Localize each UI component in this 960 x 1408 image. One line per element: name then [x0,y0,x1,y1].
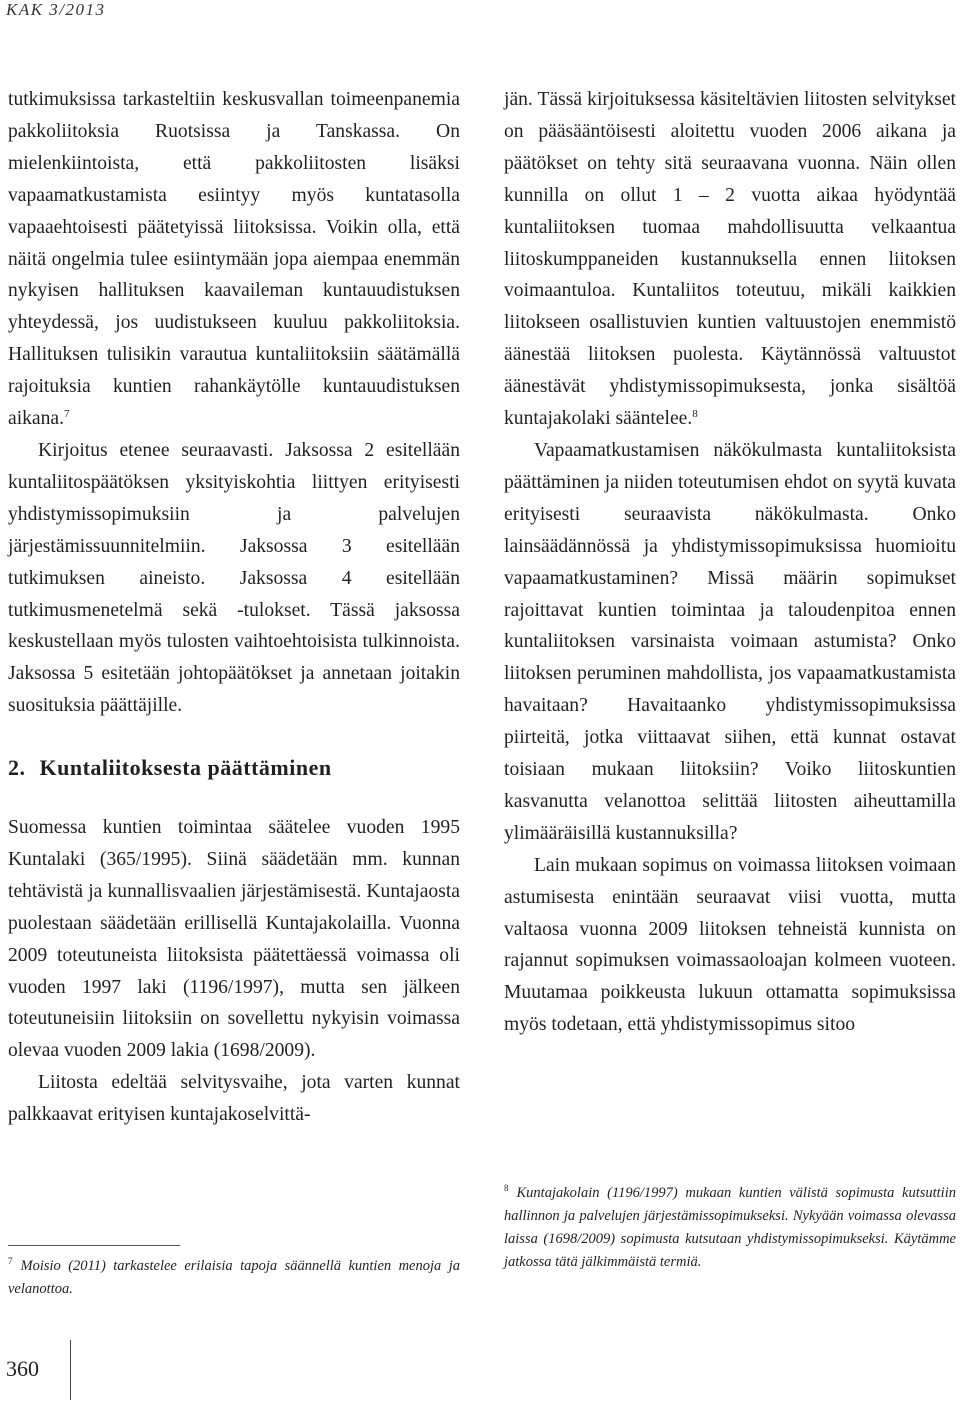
left-column [8,84,460,1131]
footnote-reference: 7 [64,408,70,421]
footnote-number: 7 [8,1256,13,1266]
section-number: 2. [8,755,26,781]
body-paragraph: Kirjoitus etenee seuraavasti. Jaksossa 2 esitellään kuntaliitospäätöksen yksityiskohtia liittyen erityisesti yhdistymissopimuksiin ja palvelujen järjestämissuunnitelmiin. Jaksossa 3 esitellään tutkimuksen aineisto. Jaksossa 4 esitellään tutkimusmenetelmä sekä -tulokset. Tässä jaksossa keskustellaan myös tulosten vaihtoehtoisista tulkinnoista. Jaksossa 5 esitetään johtopäätökset ja annetaan joitakin suosituksia päättäjille. [8,439,460,717]
body-paragraph: Lain mukaan sopimus on voimassa liitoksen voimaan astumisesta enintään seuraavat viisi vuotta, mutta valtaosa vuonna 2009 liitoksen tehneistä kunnista on rajannut sopimuksen voimassaoloajan kolmeen vuoteen. Muutamaa poikkeusta lukuun ottamatta sopimuksissa myös todetaan, että yhdistymissopimus sitoo [504,854,956,1036]
footnote-8 [504,1182,956,1274]
footnote-text: Moisio (2011) tarkastelee erilaisia tapoja säännellä kuntien menoja ja velanottoa. [8,1258,460,1297]
body-paragraph: Vapaamatkustamisen näkökulmasta kuntaliitoksista päättäminen ja niiden toteutumisen ehdot on syytä kuvata erityisesti seuraavista näkökulmasta. Onko lainsäädännössä ja yhdistymissopimuksissa huomioitu vapaamatkustaminen? Missä määrin sopimukset rajoittavat kuntien toimintaa ja taloudenpitoa ennen kuntaliitoksen varsinaista voimaan astumista? Onko liitoksen peruminen mahdollista, jos vapaamatkustamista havaitaan? Havaitaanko yhdistymissopimuksissa piirteitä, jotka viittaavat siihen, että kunnat ostavat toisiaan mukaan liitoksiin? Voiko liitoskuntien kasvanutta velanottoa selittää liitosten aiheuttamilla ylimääräisillä kustannuksilla? [504,439,956,844]
footnote-7 [8,1255,460,1301]
journal-header: KAK 3/2013 [6,0,106,19]
footnote-number: 8 [504,1183,509,1193]
page-number-divider [70,1340,71,1400]
footnote-divider [8,1245,180,1246]
right-column [504,84,956,1041]
body-paragraph: Suomessa kuntien toimintaa säätelee vuoden 1995 Kuntalaki (365/1995). Siinä säädetään mm. kunnan tehtävistä ja kunnallisvaalien järjestämisestä. Kuntajaosta puolestaan säädetään erillisellä Kuntajakolailla. Vuonna 2009 toteutuneista liitoksista päätettäessä voimassa oli vuoden 1997 laki (1196/1997), mutta sen jälkeen toteutuneisiin liitoksiin on sovellettu nykyisin voimassa olevaa vuoden 2009 lakia (1698/2009). [8,817,460,1062]
body-paragraph: Liitosta edeltää selvitysvaihe, jota varten kunnat palkkaavat erityisen kuntajakoselvittä- [8,1072,460,1126]
footnote-reference: 8 [692,408,698,421]
page-number: 360 [6,1356,39,1381]
section-title: Kuntaliitoksesta päättäminen [39,755,332,781]
body-paragraph: tutkimuksissa tarkasteltiin keskusvallan toimeenpanemia pakkoliitoksia Ruotsissa ja Tanskassa. On mielenkiintoista, että pakkoliitosten lisäksi vapaamatkustamista esiintyy myös kuntatasolla vapaaehtoisesti päätetyissä liitoksissa. Voikin olla, että näitä ongelmia tulee esiintymään jopa aiempaa enemmän nykyisen hallituksen kaavaileman kuntauudistuksen yhteydessä, jos uudistukseen kuuluu pakkoliitoksia. Hallituksen tulisikin varautua kuntaliitoksiin säätämällä rajoituksia kuntien rahankäytölle kuntauudistuksen aikana.$^7$ [8,89,460,430]
section-heading [8,752,460,784]
body-paragraph: jän. Tässä kirjoituksessa käsiteltävien liitosten selvitykset on pääsääntöisesti aloitettu vuoden 2006 aikana ja päätökset on tehty sitä seuraavana vuonna. Näin ollen kunnilla on ollut 1 – 2 vuotta aikaa hyödyntää kuntaliitoksen tuomaa mahdollisuutta velkaantua liitoskumppaneiden kustannuksella ennen liitoksen voimaantuloa. Kuntaliitos toteutuu, mikäli kaikkien liitokseen osallistuvien kuntien valtuustojen enemmistö äänestää liitoksen puolesta. Käytännössä valtuustot äänestävät yhdistymissopimuksesta, jonka sisältöä kuntajakolaki sääntelee.$^8$ [504,89,956,430]
footnote-text: Kuntajakolain (1196/1997) mukaan kuntien välistä sopimusta kutsuttiin hallinnon ja palvelujen järjestämissopimukseksi. Nykyään voimassa olevassa laissa (1698/2009) sopimusta kutsutaan yhdistymissopimukseksi. Käytämme jatkossa tätä jälkimmäistä termiä. [504,1185,956,1270]
